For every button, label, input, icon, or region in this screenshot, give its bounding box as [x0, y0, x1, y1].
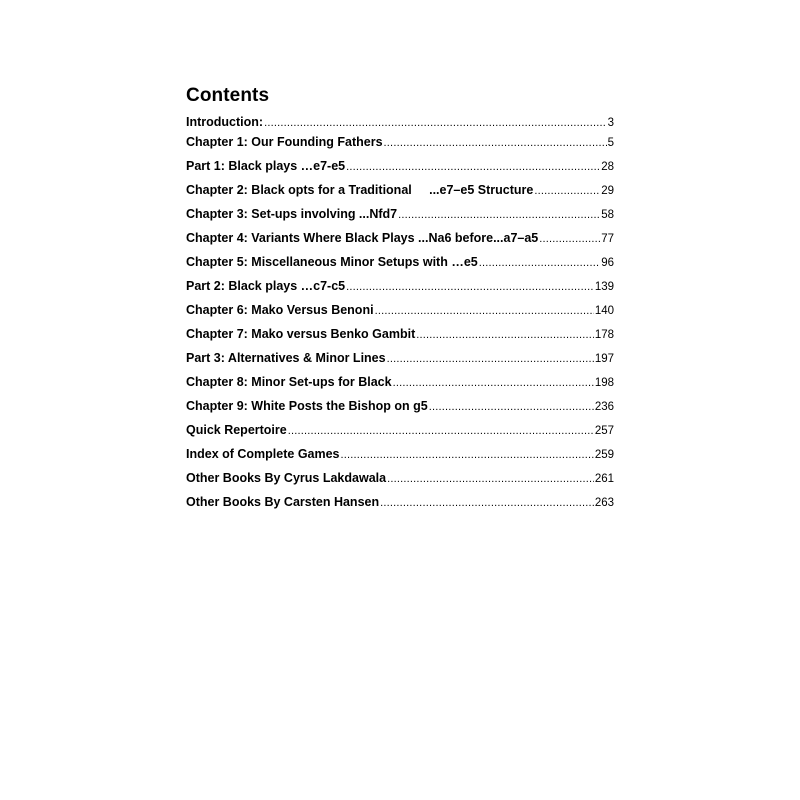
toc-entry-page: 197: [594, 353, 614, 365]
dot-leader: [429, 397, 594, 417]
toc-entry-page: 3: [607, 117, 614, 129]
toc-entry-page: 257: [594, 425, 614, 437]
toc-entry[interactable]: [186, 156, 614, 180]
toc-entry[interactable]: [186, 276, 614, 300]
toc-entry[interactable]: [186, 300, 614, 324]
toc-entry[interactable]: [186, 492, 614, 516]
toc-entry-title: Chapter 6: Mako Versus Benoni: [186, 303, 374, 317]
toc-entry-page: 261: [594, 473, 614, 485]
dot-leader: [398, 205, 600, 225]
dot-leader: [384, 133, 607, 153]
toc-list: [186, 112, 614, 516]
dot-leader: [539, 229, 600, 249]
toc-entry-title: Part 2: Black plays …c7-c5: [186, 279, 346, 293]
contents-heading: Contents: [186, 85, 270, 106]
toc-entry-title: Chapter 1: Our Founding Fathers: [186, 135, 383, 149]
toc-entry-page: 178: [594, 329, 614, 341]
toc-entry-title: Quick Repertoire: [186, 423, 287, 437]
dot-leader: [416, 325, 594, 345]
toc-entry-page: 263: [594, 497, 614, 509]
toc-entry-page: 77: [601, 233, 614, 245]
toc-entry-title: Other Books By Carsten Hansen: [186, 495, 380, 509]
toc-entry[interactable]: [186, 468, 614, 492]
toc-entry[interactable]: [186, 228, 614, 252]
toc-entry-title: Chapter 9: White Posts the Bishop on g5: [186, 399, 428, 413]
toc-entry[interactable]: [186, 132, 614, 156]
dot-leader: [479, 253, 600, 273]
toc-entry-page: 236: [594, 401, 614, 413]
dot-leader: [393, 373, 594, 393]
toc-entry[interactable]: [186, 252, 614, 276]
dot-leader: [534, 181, 600, 201]
toc-entry-title: Chapter 4: Variants Where Black Plays ...Na6 before...a7–a5: [186, 231, 539, 245]
toc-entry[interactable]: [186, 112, 614, 132]
dot-leader: [387, 469, 594, 489]
toc-entry-page: 140: [594, 305, 614, 317]
toc-entry-title: Chapter 2: Black opts for a Traditional ...e7–e5 Structure: [186, 183, 534, 197]
toc-entry[interactable]: [186, 420, 614, 444]
dot-leader: [288, 421, 594, 441]
toc-entry-title: Part 3: Alternatives & Minor Lines: [186, 351, 386, 365]
toc-entry-title: Chapter 8: Minor Set-ups for Black: [186, 375, 392, 389]
toc-entry-page: 139: [594, 281, 614, 293]
toc-entry-title: Other Books By Cyrus Lakdawala: [186, 471, 387, 485]
toc-entry[interactable]: [186, 372, 614, 396]
toc-entry-title: Chapter 5: Miscellaneous Minor Setups with …e5: [186, 255, 478, 269]
dot-leader: [264, 113, 607, 133]
toc-entry-title: Part 1: Black plays …e7-e5: [186, 159, 346, 173]
toc-entry[interactable]: [186, 444, 614, 468]
toc-entry-page: 198: [594, 377, 614, 389]
toc-entry-page: 259: [594, 449, 614, 461]
toc-entry-page: 29: [601, 185, 614, 197]
dot-leader: [375, 301, 594, 321]
toc-entry-page: 96: [601, 257, 614, 269]
toc-entry[interactable]: [186, 324, 614, 348]
toc-entry-page: 5: [607, 137, 614, 149]
toc-entry[interactable]: [186, 180, 614, 204]
toc-entry-page: 58: [601, 209, 614, 221]
dot-leader: [380, 493, 594, 513]
toc-entry[interactable]: [186, 204, 614, 228]
dot-leader: [341, 445, 594, 465]
toc-entry-title: Introduction:: [186, 115, 264, 129]
toc-entry-title: Index of Complete Games: [186, 447, 340, 461]
toc-entry-title: Chapter 7: Mako versus Benko Gambit: [186, 327, 416, 341]
toc-entry-title: Chapter 3: Set-ups involving ...Nfd7: [186, 207, 398, 221]
dot-leader: [346, 157, 600, 177]
toc-entry[interactable]: [186, 348, 614, 372]
toc-entry-page: 28: [601, 161, 614, 173]
dot-leader: [387, 349, 594, 369]
toc-entry[interactable]: [186, 396, 614, 420]
table-of-contents: [186, 84, 614, 516]
dot-leader: [346, 277, 594, 297]
